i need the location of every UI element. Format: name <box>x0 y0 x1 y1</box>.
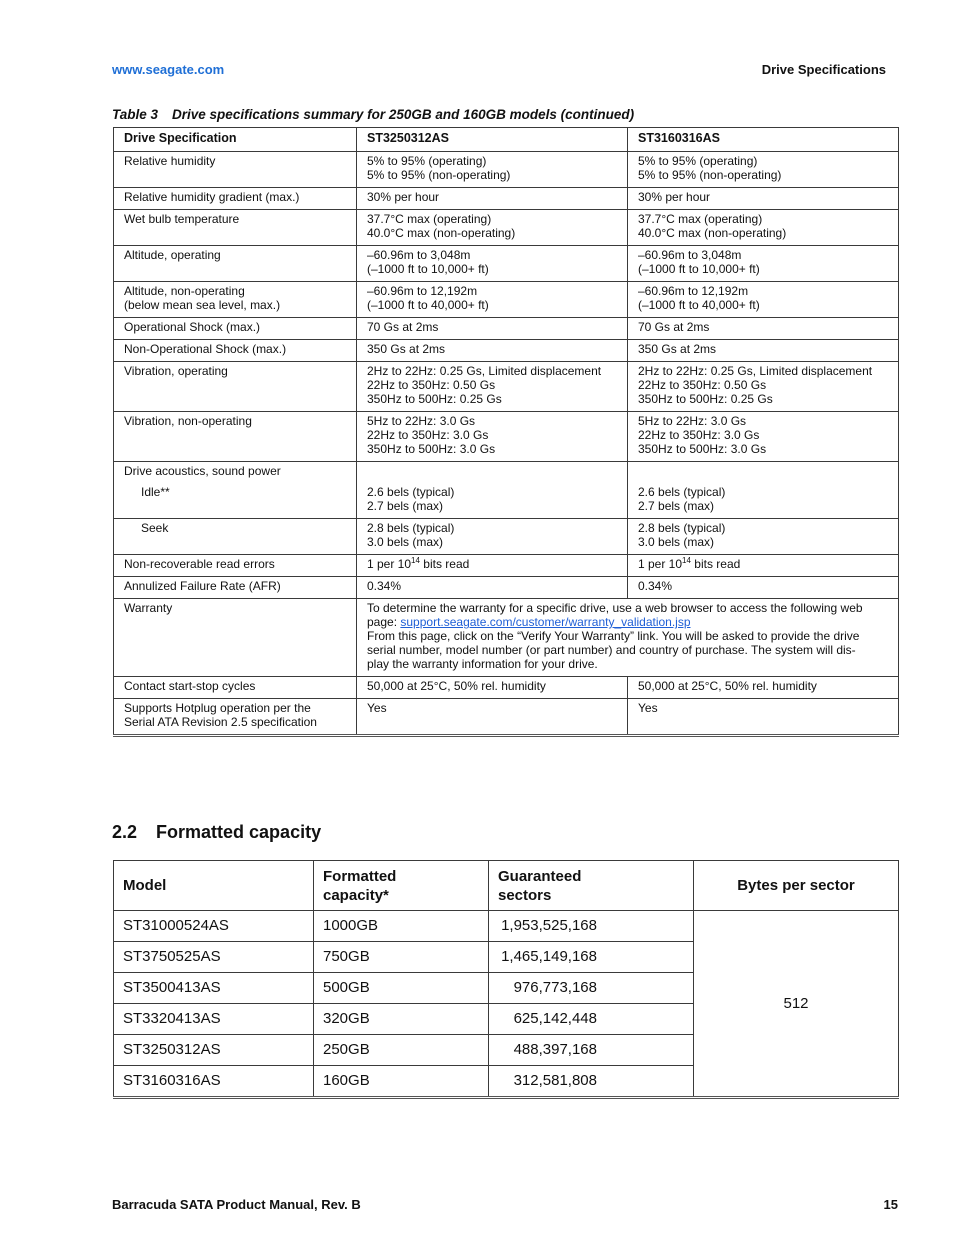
value-cell-st3250312as: 2.6 bels (typical) 2.7 bels (max) <box>357 462 628 519</box>
table-row <box>114 911 899 942</box>
page-number: 15 <box>883 1197 898 1212</box>
value-cell-st3160316as: –60.96m to 3,048m (–1000 ft to 10,000+ ft) <box>628 246 899 282</box>
section-heading <box>112 822 321 843</box>
spec-cell <box>114 246 357 282</box>
table-row <box>114 362 899 412</box>
value-cell-st3250312as: 350 Gs at 2ms <box>357 340 628 362</box>
spec-label: Altitude, non-operating (below mean sea level, max.) <box>124 284 281 312</box>
capacity-cell: 750GB <box>314 942 489 973</box>
table-row <box>114 555 899 577</box>
bytes-per-sector-cell: 512 <box>694 911 899 1098</box>
site-link[interactable]: www.seagate.com <box>112 62 225 77</box>
warranty-cell <box>357 599 899 677</box>
model-cell: ST3750525AS <box>114 942 314 973</box>
value-cell-st3160316as <box>628 555 899 577</box>
column-header-formatted-capacity: Formatted capacity* <box>314 861 489 911</box>
spec-cell <box>114 362 357 412</box>
column-header-bytes-per-sector: Bytes per sector <box>694 861 899 911</box>
table-row <box>114 412 899 462</box>
spec-label: Annulized Failure Rate (AFR) <box>124 579 281 593</box>
spec-label: Wet bulb temperature <box>124 212 240 226</box>
value-cell-st3250312as: 0.34% <box>357 577 628 599</box>
spec-label: Contact start-stop cycles <box>124 679 256 693</box>
value-cell-st3160316as: 5Hz to 22Hz: 3.0 Gs 22Hz to 350Hz: 3.0 Gs 350Hz to 500Hz: 3.0 Gs <box>628 412 899 462</box>
value-cell-st3160316as: 0.34% <box>628 577 899 599</box>
model-cell: ST3500413AS <box>114 973 314 1004</box>
value-cell-st3160316as: 2.6 bels (typical) 2.7 bels (max) <box>628 462 899 519</box>
value-cell-st3160316as: 50,000 at 25°C, 50% rel. humidity <box>628 677 899 699</box>
value-cell-st3250312as: –60.96m to 3,048m (–1000 ft to 10,000+ ft) <box>357 246 628 282</box>
value-cell-st3250312as <box>357 555 628 577</box>
footer-title: Barracuda SATA Product Manual, Rev. B <box>112 1197 361 1212</box>
spec-label: Non-recoverable read errors <box>124 557 275 571</box>
value-cell-st3160316as: Yes <box>628 699 899 736</box>
spec-cell <box>114 677 357 699</box>
formatted-capacity-table <box>113 860 899 1099</box>
table-row <box>114 246 899 282</box>
table-caption <box>112 107 634 122</box>
table-title: Drive specifications summary for 250GB and 160GB models (continued) <box>172 107 635 122</box>
spec-label: Non-Operational Shock (max.) <box>124 342 287 356</box>
value-cell-st3250312as: –60.96m to 12,192m (–1000 ft to 40,000+ ft) <box>357 282 628 318</box>
capacity-cell: 1000GB <box>314 911 489 942</box>
spec-label: Relative humidity gradient (max.) <box>124 190 300 204</box>
table-header-row <box>114 128 899 152</box>
table-row <box>114 210 899 246</box>
table-row <box>114 152 899 188</box>
sectors-cell <box>489 942 694 973</box>
value-cell-st3250312as: 70 Gs at 2ms <box>357 318 628 340</box>
value-cell-st3250312as: Yes <box>357 699 628 736</box>
sectors-value: 1,465,149,168 <box>501 948 597 965</box>
value-cell-st3160316as: –60.96m to 12,192m (–1000 ft to 40,000+ ft) <box>628 282 899 318</box>
spec-cell <box>114 462 357 519</box>
column-header-st3250312as: ST3250312AS <box>357 128 628 152</box>
drive-specifications-table <box>113 127 899 737</box>
capacity-cell: 500GB <box>314 973 489 1004</box>
spec-cell <box>114 188 357 210</box>
spec-cell <box>114 282 357 318</box>
spec-cell <box>114 340 357 362</box>
table-row <box>114 318 899 340</box>
spec-label: Operational Shock (max.) <box>124 320 261 334</box>
capacity-cell: 320GB <box>314 1004 489 1035</box>
value-cell-st3250312as: 30% per hour <box>357 188 628 210</box>
value-cell-st3160316as: 350 Gs at 2ms <box>628 340 899 362</box>
table-row <box>114 340 899 362</box>
spec-label: Vibration, non-operating <box>124 414 252 428</box>
capacity-cell: 250GB <box>314 1035 489 1066</box>
value-cell-st3250312as: 37.7°C max (operating) 40.0°C max (non-operating) <box>357 210 628 246</box>
sectors-cell <box>489 1004 694 1035</box>
value-cell-st3160316as: 5% to 95% (operating) 5% to 95% (non-operating) <box>628 152 899 188</box>
value-cell-st3160316as: 30% per hour <box>628 188 899 210</box>
spec-cell <box>114 519 357 555</box>
value-cell-st3250312as: 5Hz to 22Hz: 3.0 Gs 22Hz to 350Hz: 3.0 Gs 350Hz to 500Hz: 3.0 Gs <box>357 412 628 462</box>
exponent: 14 <box>682 556 691 565</box>
value-text: bits read <box>419 557 470 571</box>
spec-cell <box>114 318 357 340</box>
value-cell-st3160316as: 2Hz to 22Hz: 0.25 Gs, Limited displacement 22Hz to 350Hz: 0.50 Gs 350Hz to 500Hz: 0.25 Gs <box>628 362 899 412</box>
spec-cell <box>114 412 357 462</box>
model-cell: ST3320413AS <box>114 1004 314 1035</box>
table-label: Table 3 <box>112 107 159 122</box>
spec-label: Supports Hotplug operation per the Serial ATA Revision 2.5 specification <box>124 701 317 729</box>
value-text: bits read <box>690 557 741 571</box>
spec-cell <box>114 555 357 577</box>
spec-sublabel: Seek <box>141 521 169 535</box>
model-cell: ST31000524AS <box>114 911 314 942</box>
spec-label: Warranty <box>124 601 173 615</box>
value-text: 1 per 10 <box>638 557 683 571</box>
model-cell: ST3160316AS <box>114 1066 314 1098</box>
column-header-model: Model <box>114 861 314 911</box>
table-row <box>114 519 899 555</box>
spec-label: Vibration, operating <box>124 364 228 378</box>
value-text: 1 per 10 <box>367 557 412 571</box>
column-header-drive-specification: Drive Specification <box>114 128 357 152</box>
value-cell-st3250312as: 2Hz to 22Hz: 0.25 Gs, Limited displacement 22Hz to 350Hz: 0.50 Gs 350Hz to 500Hz: 0.25 Gs <box>357 362 628 412</box>
sectors-cell <box>489 973 694 1004</box>
sectors-value: 1,953,525,168 <box>501 917 597 934</box>
sectors-cell <box>489 911 694 942</box>
model-cell: ST3250312AS <box>114 1035 314 1066</box>
value-cell-st3160316as: 70 Gs at 2ms <box>628 318 899 340</box>
spec-label: Altitude, operating <box>124 248 221 262</box>
spec-cell <box>114 577 357 599</box>
sectors-cell <box>489 1066 694 1098</box>
value-cell-st3250312as: 2.8 bels (typical) 3.0 bels (max) <box>357 519 628 555</box>
warranty-text: To determine the warranty for a specific drive, use a web browser to access the following web page: <box>367 601 863 629</box>
capacity-cell: 160GB <box>314 1066 489 1098</box>
sectors-cell <box>489 1035 694 1066</box>
section-title: Formatted capacity <box>156 822 322 842</box>
table-row <box>114 188 899 210</box>
sectors-value: 625,142,448 <box>513 1010 597 1027</box>
table-row <box>114 282 899 318</box>
section-number: 2.2 <box>112 822 138 842</box>
warranty-text: From this page, click on the “Verify Your Warranty” link. You will be asked to provide the drive serial number, model number (or part number) and country of purchase. The system will dis- play the warranty information for your drive. <box>367 629 860 671</box>
table-row <box>114 577 899 599</box>
spec-cell <box>114 599 357 677</box>
value-cell-st3250312as: 5% to 95% (operating) 5% to 95% (non-operating) <box>357 152 628 188</box>
value-cell-st3160316as: 2.8 bels (typical) 3.0 bels (max) <box>628 519 899 555</box>
exponent: 14 <box>411 556 420 565</box>
table-row <box>114 699 899 736</box>
sectors-value: 488,397,168 <box>513 1041 597 1058</box>
value-cell-st3250312as: 50,000 at 25°C, 50% rel. humidity <box>357 677 628 699</box>
table-row <box>114 462 899 519</box>
spec-label: Drive acoustics, sound power <box>124 464 281 478</box>
sectors-value: 312,581,808 <box>513 1072 597 1089</box>
column-header-guaranteed-sectors: Guaranteed sectors <box>489 861 694 911</box>
spec-cell <box>114 152 357 188</box>
table-row <box>114 599 899 677</box>
spec-cell <box>114 699 357 736</box>
column-header-st3160316as: ST3160316AS <box>628 128 899 152</box>
value-cell-st3160316as: 37.7°C max (operating) 40.0°C max (non-operating) <box>628 210 899 246</box>
table-row <box>114 677 899 699</box>
sectors-value: 976,773,168 <box>513 979 597 996</box>
table-header-row <box>114 861 899 911</box>
spec-sublabel: Idle** <box>141 485 170 499</box>
spec-label: Relative humidity <box>124 154 216 168</box>
running-header-section: Drive Specifications <box>761 62 886 77</box>
spec-cell <box>114 210 357 246</box>
warranty-link[interactable]: support.seagate.com/customer/warranty_validation.jsp <box>400 615 691 629</box>
